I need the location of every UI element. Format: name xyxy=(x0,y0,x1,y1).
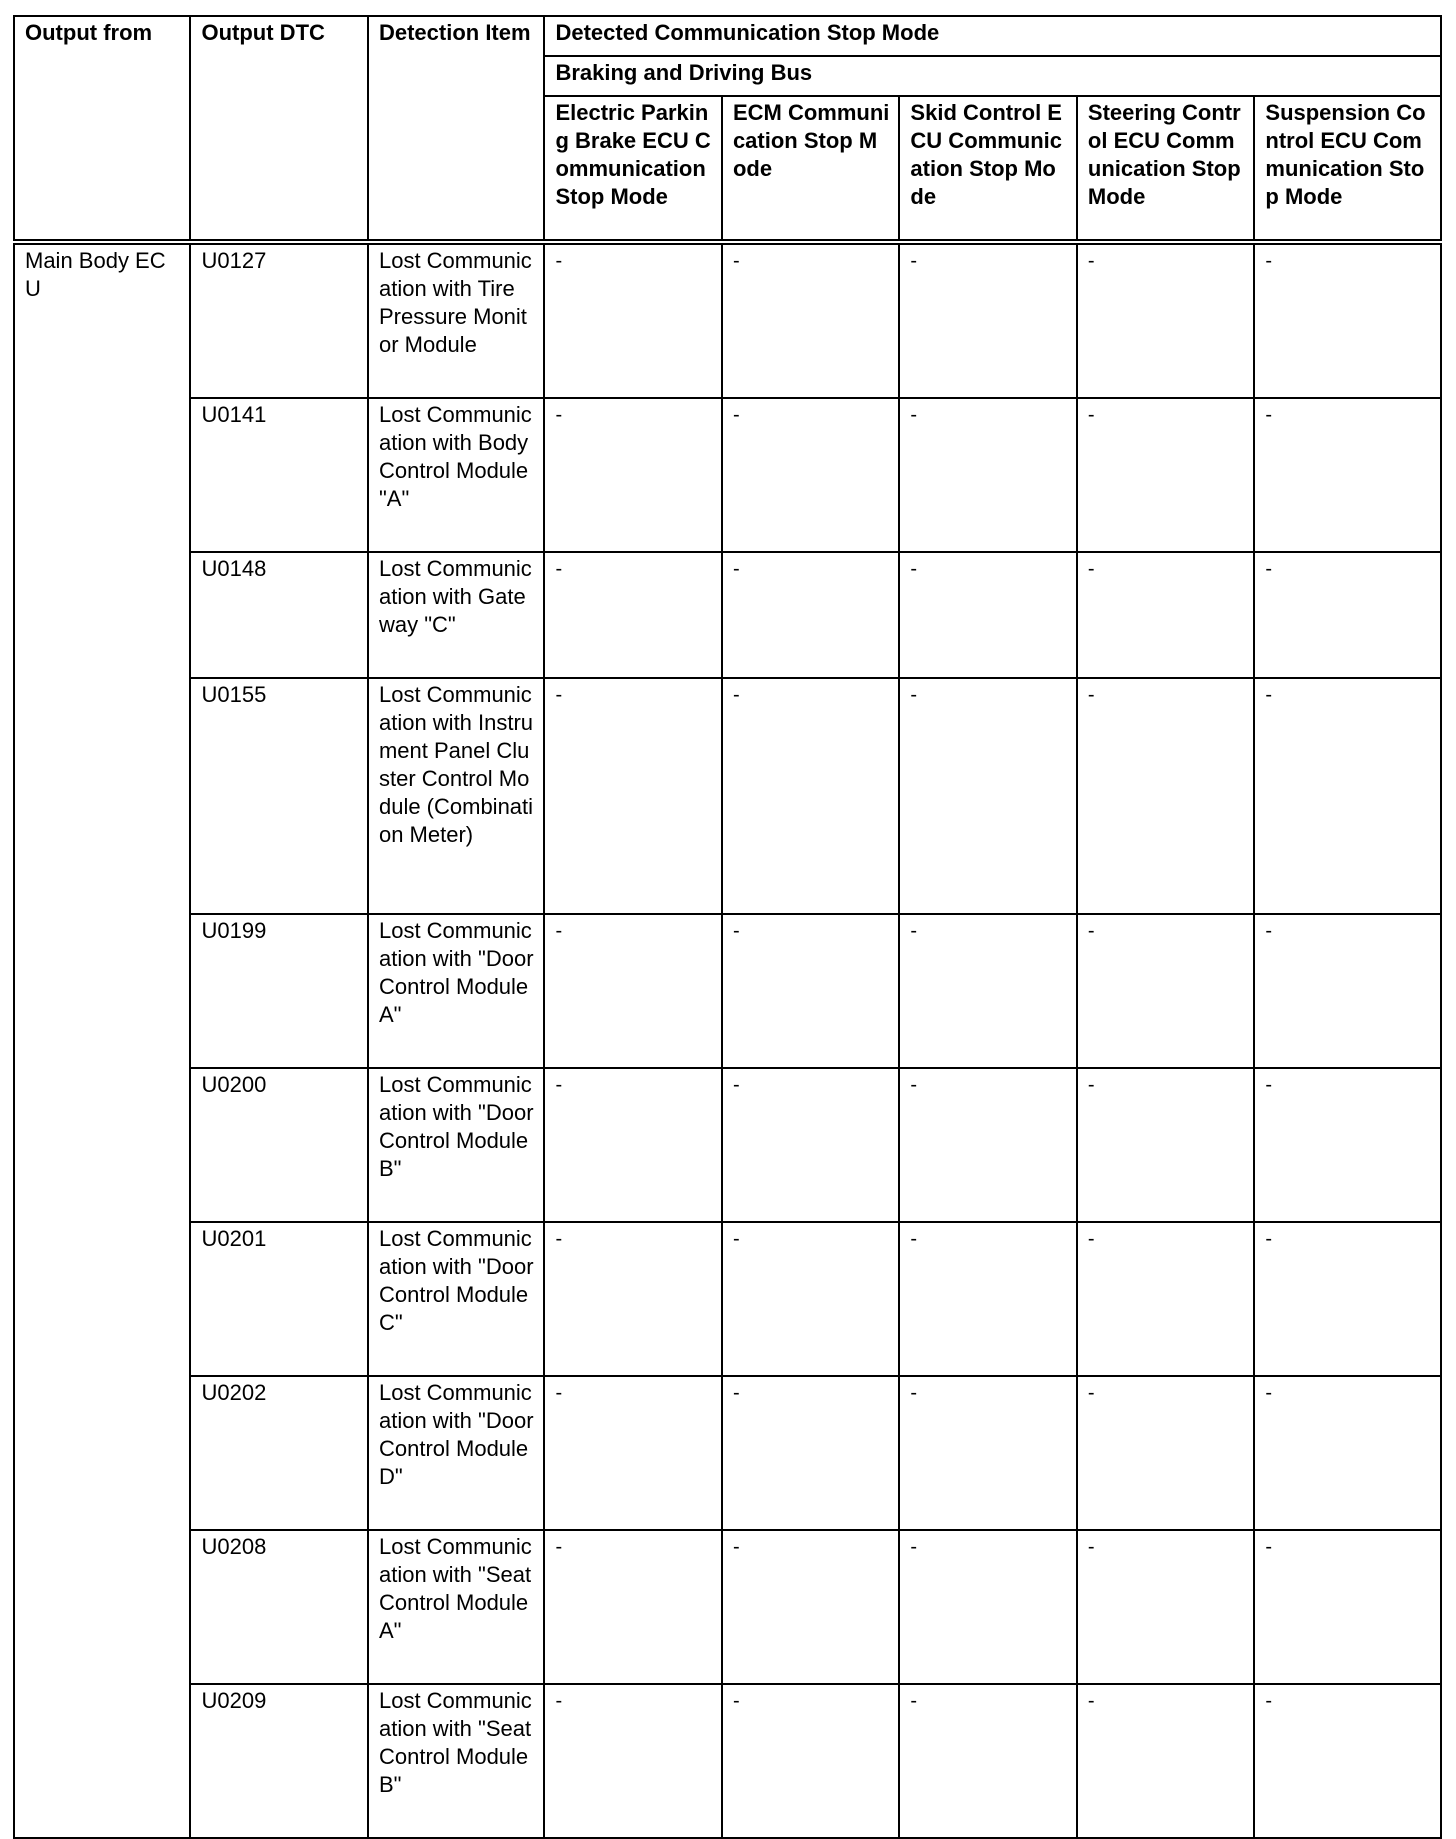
mode-value-cell: - xyxy=(1254,1222,1441,1376)
mode-value-cell: - xyxy=(1254,242,1441,398)
mode-value-cell: - xyxy=(1077,1068,1254,1222)
table-body xyxy=(14,242,1441,1838)
mode-value-cell: - xyxy=(722,914,899,1068)
detection-item-cell: Lost Communication with "Door Control Module D" xyxy=(368,1376,544,1530)
mode-value-cell: - xyxy=(899,678,1076,914)
table-row xyxy=(14,1376,1441,1530)
mode-value-cell: - xyxy=(544,1530,721,1684)
mode-value-cell: - xyxy=(722,552,899,678)
dtc-code-cell: U0201 xyxy=(190,1222,367,1376)
mode-value-cell: - xyxy=(722,1684,899,1838)
dtc-code-cell: U0155 xyxy=(190,678,367,914)
mode-value-cell: - xyxy=(1077,1376,1254,1530)
detection-item-cell: Lost Communication with Body Control Module "A" xyxy=(368,398,544,552)
mode-value-cell: - xyxy=(1254,1068,1441,1222)
detection-item-cell: Lost Communication with Tire Pressure Monitor Module xyxy=(368,242,544,398)
mode-value-cell: - xyxy=(544,398,721,552)
detection-item-cell: Lost Communication with "Door Control Module A" xyxy=(368,914,544,1068)
mode-value-cell: - xyxy=(722,242,899,398)
dtc-code-cell: U0199 xyxy=(190,914,367,1068)
dtc-code-cell: U0141 xyxy=(190,398,367,552)
mode-value-cell: - xyxy=(1077,678,1254,914)
header-mode-skid: Skid Control ECU Communication Stop Mode xyxy=(899,96,1076,242)
mode-value-cell: - xyxy=(899,914,1076,1068)
mode-value-cell: - xyxy=(1254,1376,1441,1530)
mode-value-cell: - xyxy=(1077,914,1254,1068)
detection-item-cell: Lost Communication with "Door Control Module C" xyxy=(368,1222,544,1376)
dtc-table-container xyxy=(13,15,1442,1839)
dtc-code-cell: U0208 xyxy=(190,1530,367,1684)
table-row xyxy=(14,1684,1441,1838)
mode-value-cell: - xyxy=(1077,1222,1254,1376)
header-bus: Braking and Driving Bus xyxy=(544,56,1441,96)
detection-item-cell: Lost Communication with "Seat Control Module A" xyxy=(368,1530,544,1684)
header-detected-mode: Detected Communication Stop Mode xyxy=(544,16,1441,56)
header-output-from: Output from xyxy=(14,16,190,242)
mode-value-cell: - xyxy=(544,678,721,914)
mode-value-cell: - xyxy=(544,914,721,1068)
header-mode-epb: Electric Parking Brake ECU Communication Stop Mode xyxy=(544,96,721,242)
mode-value-cell: - xyxy=(1077,242,1254,398)
mode-value-cell: - xyxy=(899,1222,1076,1376)
mode-value-cell: - xyxy=(722,1222,899,1376)
mode-value-cell: - xyxy=(544,242,721,398)
header-detection-item: Detection Item xyxy=(368,16,544,242)
mode-value-cell: - xyxy=(1077,1530,1254,1684)
dtc-code-cell: U0200 xyxy=(190,1068,367,1222)
mode-value-cell: - xyxy=(899,552,1076,678)
mode-value-cell: - xyxy=(722,1068,899,1222)
table-row xyxy=(14,1068,1441,1222)
mode-value-cell: - xyxy=(722,1376,899,1530)
mode-value-cell: - xyxy=(722,678,899,914)
table-header xyxy=(14,16,1441,242)
mode-value-cell: - xyxy=(1254,1684,1441,1838)
mode-value-cell: - xyxy=(544,552,721,678)
mode-value-cell: - xyxy=(544,1068,721,1222)
mode-value-cell: - xyxy=(544,1376,721,1530)
detection-item-cell: Lost Communication with "Door Control Module B" xyxy=(368,1068,544,1222)
output-from-cell: Main Body ECU xyxy=(14,242,190,1838)
header-mode-ecm: ECM Communication Stop Mode xyxy=(722,96,899,242)
dtc-code-cell: U0202 xyxy=(190,1376,367,1530)
dtc-code-cell: U0209 xyxy=(190,1684,367,1838)
dtc-code-cell: U0148 xyxy=(190,552,367,678)
table-row xyxy=(14,552,1441,678)
mode-value-cell: - xyxy=(1254,552,1441,678)
table-row xyxy=(14,242,1441,398)
table-row xyxy=(14,398,1441,552)
mode-value-cell: - xyxy=(1077,552,1254,678)
mode-value-cell: - xyxy=(899,1376,1076,1530)
mode-value-cell: - xyxy=(1077,1684,1254,1838)
header-mode-suspension: Suspension Control ECU Communication Stop Mode xyxy=(1254,96,1441,242)
detection-item-cell: Lost Communication with Gateway "C" xyxy=(368,552,544,678)
table-row xyxy=(14,914,1441,1068)
mode-value-cell: - xyxy=(544,1684,721,1838)
mode-value-cell: - xyxy=(722,398,899,552)
mode-value-cell: - xyxy=(899,242,1076,398)
mode-value-cell: - xyxy=(899,1530,1076,1684)
mode-value-cell: - xyxy=(1254,398,1441,552)
dtc-code-cell: U0127 xyxy=(190,242,367,398)
table-row xyxy=(14,1222,1441,1376)
mode-value-cell: - xyxy=(544,1222,721,1376)
mode-value-cell: - xyxy=(1254,1530,1441,1684)
mode-value-cell: - xyxy=(1077,398,1254,552)
mode-value-cell: - xyxy=(899,1068,1076,1222)
header-mode-steering: Steering Control ECU Communication Stop Mode xyxy=(1077,96,1254,242)
table-row xyxy=(14,678,1441,914)
mode-value-cell: - xyxy=(899,398,1076,552)
mode-value-cell: - xyxy=(899,1684,1076,1838)
mode-value-cell: - xyxy=(722,1530,899,1684)
detection-item-cell: Lost Communication with "Seat Control Module B" xyxy=(368,1684,544,1838)
table-row xyxy=(14,1530,1441,1684)
header-output-dtc: Output DTC xyxy=(190,16,367,242)
detection-item-cell: Lost Communication with Instrument Panel Cluster Control Module (Combination Meter) xyxy=(368,678,544,914)
dtc-table xyxy=(13,15,1442,1839)
mode-value-cell: - xyxy=(1254,678,1441,914)
mode-value-cell: - xyxy=(1254,914,1441,1068)
